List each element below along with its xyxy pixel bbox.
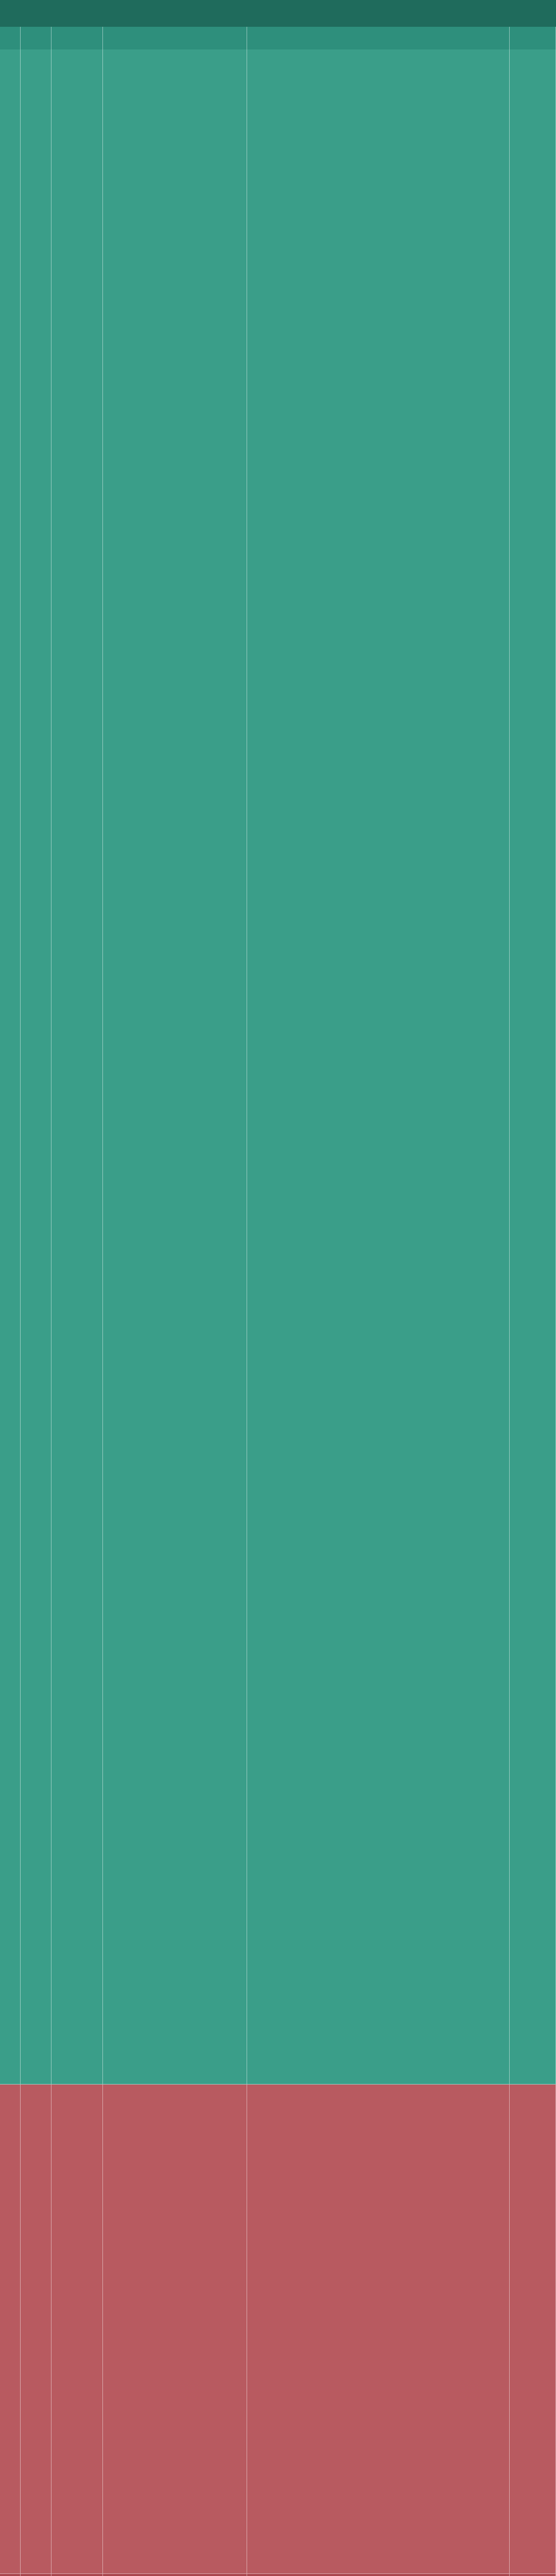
- section-1: [0, 49, 556, 2084]
- header-category: [21, 27, 51, 49]
- header-subcategory: [51, 27, 103, 49]
- page-title: [0, 0, 556, 27]
- header-names: [247, 27, 510, 49]
- header-index: [0, 27, 21, 49]
- header-count: [510, 27, 556, 49]
- header-award: [103, 27, 247, 49]
- section-2: [0, 2084, 556, 2574]
- table-header: [0, 27, 556, 49]
- section-3: [0, 2574, 556, 2576]
